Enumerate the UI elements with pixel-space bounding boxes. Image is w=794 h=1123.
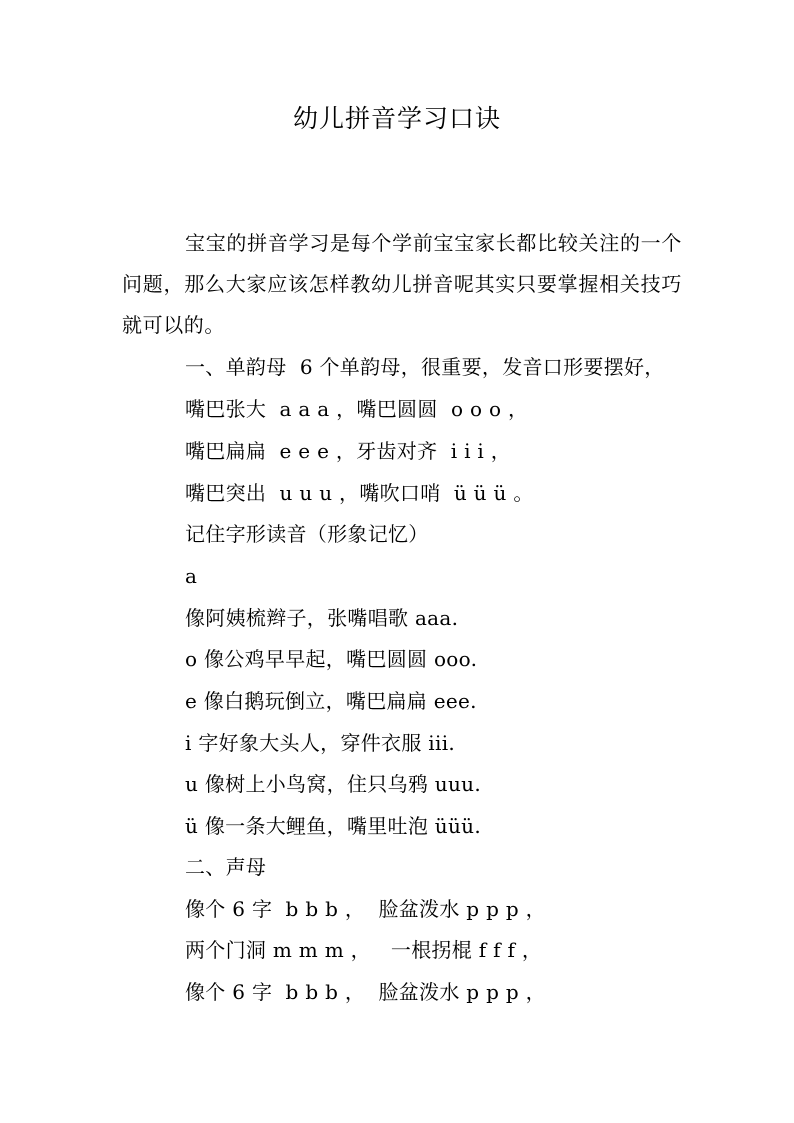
text-line: 像个 6 字 b b b ， 脸盆泼水 p p p ，	[185, 897, 546, 921]
text-line: i 字好象大头人，穿件衣服 iii.	[185, 731, 456, 755]
text-line: 两个门洞 m m m ， 一根拐棍 f f f ，	[185, 938, 543, 962]
text-line: a	[185, 564, 198, 588]
text-line: o 像公鸡早早起，嘴巴圆圆 ooo.	[185, 647, 478, 671]
text-line: 一、单韵母 6 个单韵母，很重要，发音口形要摆好，	[185, 355, 665, 379]
text-line: 记住字形读音（形象记忆）	[185, 522, 429, 546]
text-line: 像阿姨梳辫子，张嘴唱歌 aaa.	[185, 606, 459, 630]
text-line: 嘴巴突出 u u u ，嘴吹口哨 ü ü ü 。	[185, 481, 534, 505]
section-heading: 二、声母	[185, 855, 267, 879]
text-line: u 像树上小鸟窝，住只乌鸦 uuu.	[185, 772, 481, 796]
text-line: 像个 6 字 b b b ， 脸盆泼水 p p p ，	[185, 980, 546, 1004]
document-title: 幼儿拼音学习口诀	[292, 104, 501, 133]
text-line: ü 像一条大鲤鱼，嘴里吐泡 üüü.	[185, 814, 481, 838]
text-line: 嘴巴张大 a a a ，嘴巴圆圆 o o o ，	[185, 397, 529, 421]
text-line: e 像白鹅玩倒立，嘴巴扁扁 eee.	[185, 689, 477, 713]
intro-paragraph: 宝宝的拼音学习是每个学前宝宝家长都比较关注的一个问题，那么大家应该怎样教幼儿拼音呢其实只要掌握相关技巧就可以的。	[122, 231, 682, 337]
text-line: 嘴巴扁扁 e e e ，牙齿对齐 i i i ，	[185, 439, 512, 463]
